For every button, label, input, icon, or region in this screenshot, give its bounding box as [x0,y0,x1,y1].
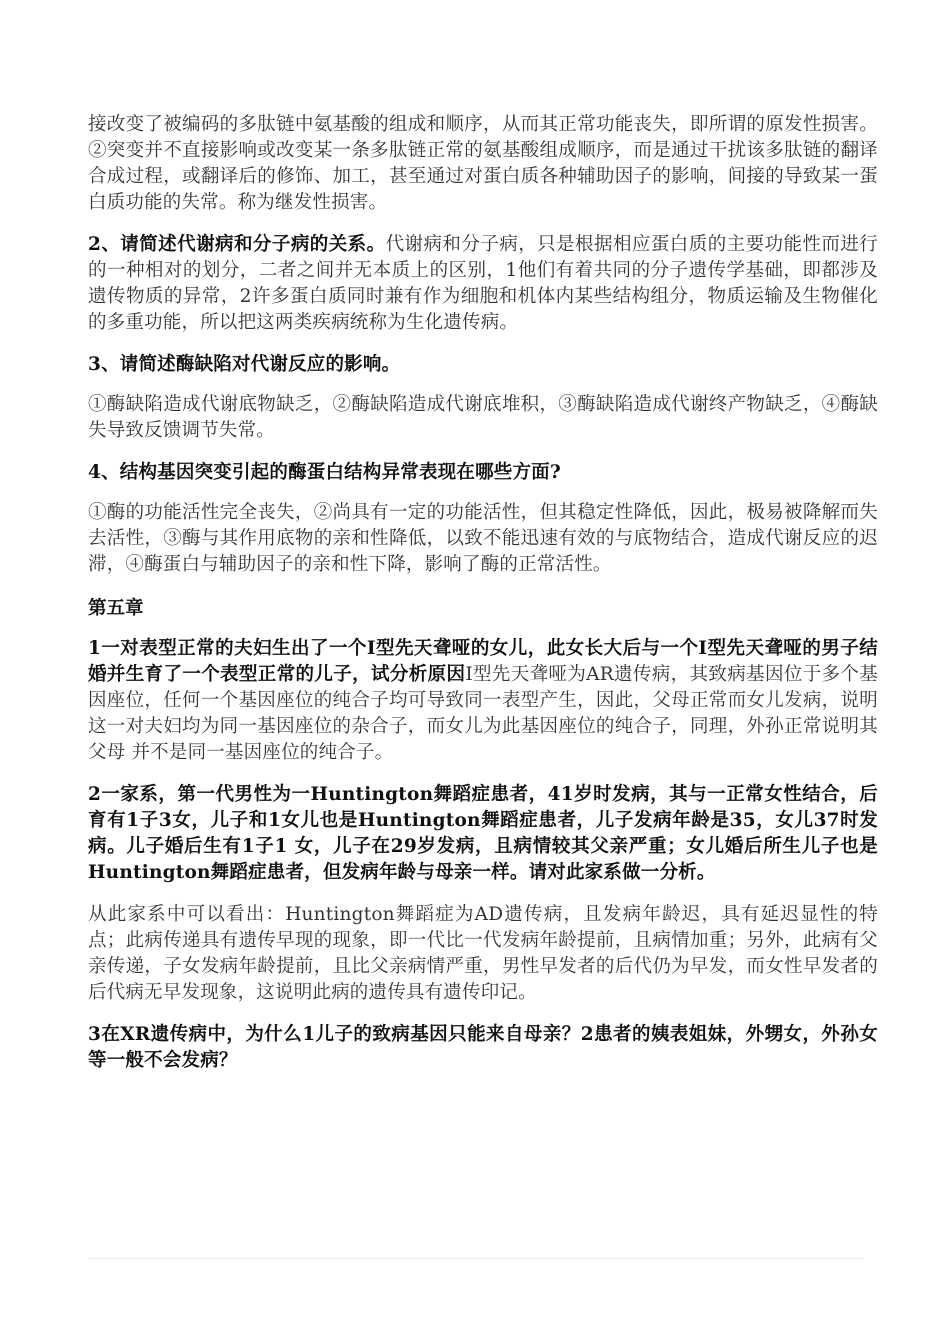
answer-text: I型先天聋哑为AR遗传病，其致病基因位于多个基因座位，任何一个基因座位的纯合子均可导致同一表型产生，因此，父母正常而女儿发病，说明这一对夫妇均为同一基因座位的杂合子，而女儿为此基因座位的纯合子，同理，外孙正常说明其父母 并不是同一基因座位的纯合子。 [88,664,878,763]
qa-paragraph [88,232,878,336]
qa-paragraph [88,636,878,766]
chapter-heading: 第五章 [88,598,144,619]
question-paragraph: 4、结构基因突变引起的酶蛋白结构异常表现在哪些方面? [88,462,561,483]
answer-paragraph: 从此家系中可以看出：Huntington舞蹈症为AD遗传病，且发病年龄迟，具有延迟显性的特点；此病传递具有遗传早现的现象，即一代比一代发病年龄提前，且病情加重；另外，此病有父亲传递，子女发病年龄提前，且比父亲病情严重，男性早发者的后代仍为早发，而女性早发者的后代病无早发现象，这说明此病的遗传具有遗传印记。 [88,904,878,1003]
document-page [88,112,878,1090]
page-footer-divider [88,1258,864,1259]
question-text: 1一对表型正常的夫妇生出了一个I型先天聋哑的女儿，此女长大后与一个I型先天聋哑的男子结婚并生育了一个表型正常的儿子，试分析原因 [88,638,878,685]
question-paragraph: 3、请简述酶缺陷对代谢反应的影响。 [88,354,401,375]
question-paragraph: 2一家系，第一代男性为一Huntington舞蹈症患者，41岁时发病，其与一正常女性结合，后育有1子3女，儿子和1女儿也是Huntington舞蹈症患者，儿子发病年龄是35，女儿37时发病。儿子婚后生有1子1 女，儿子在29岁发病，且病情较其父亲严重；女儿婚后所生儿子也是Huntington舞蹈症患者，但发病年龄与母亲一样。请对此家系做一分析。 [88,784,878,883]
question-paragraph: 3在XR遗传病中，为什么1儿子的致病基因只能来自母亲？2患者的姨表姐妹，外甥女，外孙女等一般不会发病？ [88,1024,878,1071]
answer-paragraph: 接改变了被编码的多肽链中氨基酸的组成和顺序，从而其正常功能丧失，即所谓的原发性损害。②突变并不直接影响或改变某一条多肽链正常的氨基酸组成顺序，而是通过干扰该多肽链的翻译合成过程，或翻译后的修饰、加工，甚至通过对蛋白质各种辅助因子的影响，间接的导致某一蛋白质功能的失常。称为继发性损害。 [88,114,878,213]
answer-text: 代谢病和分子病，只是根据相应蛋白质的主要功能性而进行的一种相对的划分，二者之间并无本质上的区别，1他们有着共同的分子遗传学基础，即都涉及遗传物质的异常，2许多蛋白质同时兼有作为细胞和机体内某些结构组分，物质运输及生物催化的多重功能，所以把这两类疾病统称为生化遗传病。 [88,234,878,333]
answer-paragraph: ①酶的功能活性完全丧失，②尚具有一定的功能活性，但其稳定性降低，因此，极易被降解而失去活性，③酶与其作用底物的亲和性降低，以致不能迅速有效的与底物结合，造成代谢反应的迟滞，④酶蛋白与辅助因子的亲和性下降，影响了酶的正常活性。 [88,502,878,575]
answer-paragraph: ①酶缺陷造成代谢底物缺乏，②酶缺陷造成代谢底堆积，③酶缺陷造成代谢终产物缺乏，④酶缺失导致反馈调节失常。 [88,394,878,441]
question-text: 2、请简述代谢病和分子病的关系。 [88,234,386,255]
